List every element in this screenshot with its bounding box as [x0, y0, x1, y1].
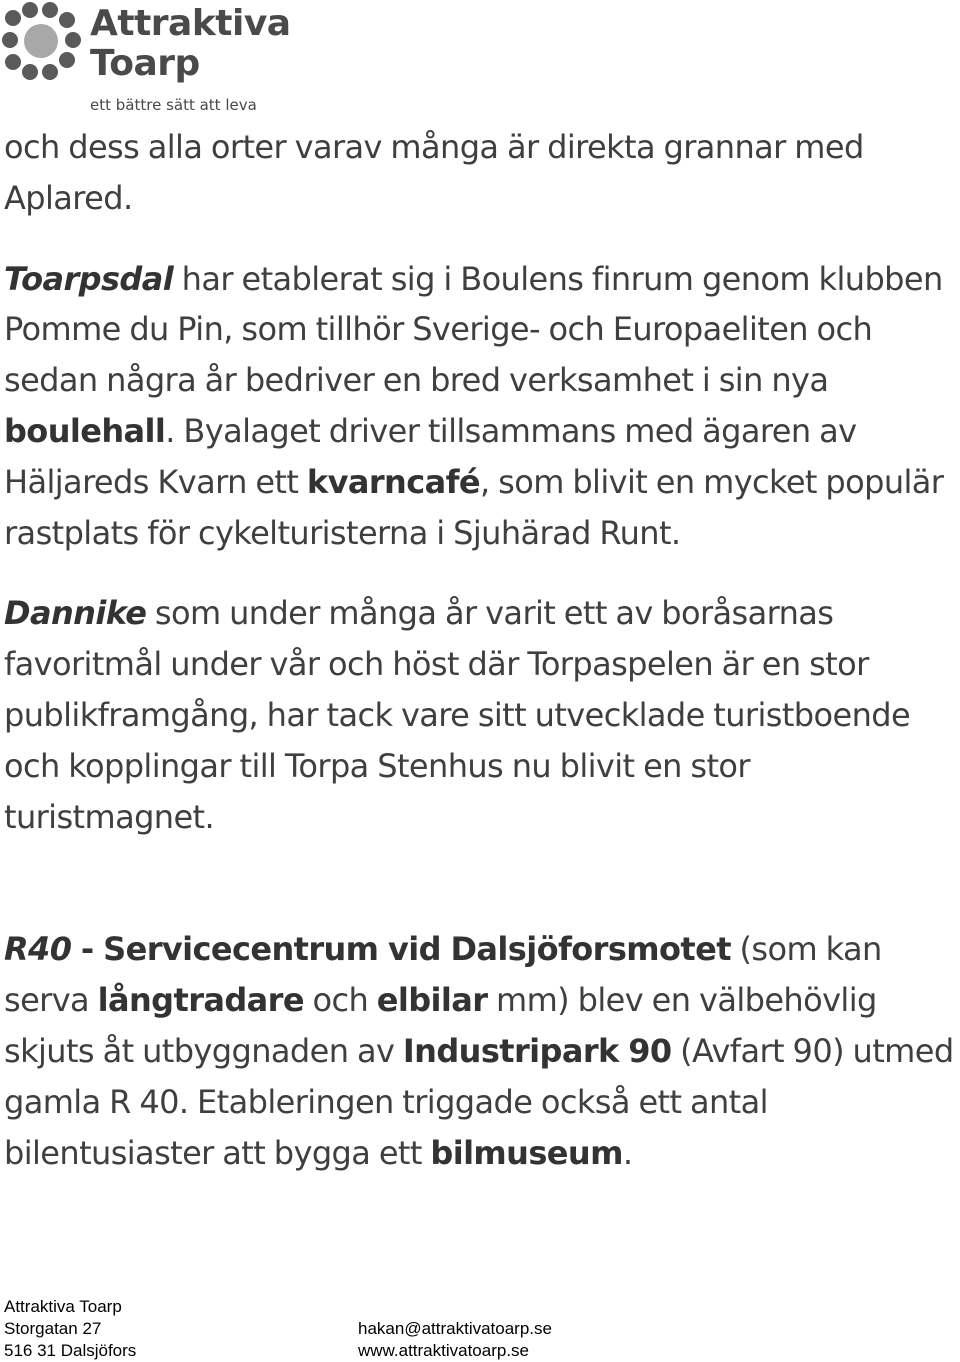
place-name-toarpsdal: Toarpsdal [4, 259, 174, 298]
paragraph-dannike [4, 588, 960, 842]
footer-org: Attraktiva Toarp [4, 1297, 122, 1316]
highlight-elbilar: elbilar [376, 981, 488, 1020]
footer-email[interactable]: hakan@attraktivatoarp.se [358, 1319, 552, 1338]
paragraph-text: , som blivit en mycket populär rastplats för cykelturisterna i Sjuhärad Runt. [4, 462, 944, 552]
highlight-langtradare: långtradare [97, 981, 304, 1020]
paragraph-aplared [4, 122, 960, 224]
paragraph-text: har etablerat sig i Boulens finrum genom klubben Pomme du Pin, som tillhör Sverige- och Europaeliten och sedan några år bedriver en bred verksamhet i sin nya [4, 259, 943, 400]
paragraph-text: . Byalaget driver tillsammans med ägaren av Häljareds Kvarn ett [4, 411, 857, 501]
paragraph-text: och [303, 981, 377, 1020]
footer-address [4, 1296, 136, 1362]
highlight-kvarncafe: kvarncafé [306, 462, 480, 501]
paragraph-text: (Avfart 90) utmed gamla R 40. Etableringen triggade också ett antal bilentusiaster att bygga ett [4, 1031, 954, 1172]
logo-title-line2: Toarp [90, 43, 200, 84]
highlight-industripark: Industripark 90 [402, 1031, 672, 1070]
place-name-dannike: Dannike [4, 594, 147, 633]
highlight-boulehall: boulehall [4, 411, 166, 450]
footer-city: 516 31 Dalsjöfors [4, 1341, 137, 1360]
paragraph-aplared-text: och dess alla orter varav många är direkta grannar med Aplared. [4, 128, 864, 217]
heading-servicecentrum: - Servicecentrum vid Dalsjöforsmotet [71, 930, 731, 969]
paragraph-text: . [622, 1133, 633, 1172]
logo-title-line1: Attraktiva [90, 3, 291, 44]
footer-website[interactable]: www.attraktivatoarp.se [358, 1341, 530, 1360]
paragraph-toarpsdal [4, 254, 960, 559]
logo [0, 0, 290, 122]
place-name-r40: R40 [4, 930, 72, 969]
logo-tagline: ett bättre sätt att leva [90, 96, 257, 114]
paragraph-text: som under många år varit ett av boråsarnas favoritmål under vår och höst där Torpaspelen är en stor publikframgång, har tack vare sitt utvecklade turistboende och kopplingar till Torpa Stenhus nu blivit en stor turistmagnet. [4, 594, 911, 836]
paragraph-r40 [4, 924, 960, 1178]
paragraph-text: mm) blev en välbehövlig skjuts åt utbyggnaden av [4, 981, 877, 1070]
paragraph-text: (som kan serva [4, 930, 882, 1020]
footer-street: Storgatan 27 [4, 1319, 102, 1338]
logo-mark-icon [0, 0, 90, 96]
document-body [4, 122, 960, 1178]
footer-contact [358, 1318, 552, 1362]
highlight-bilmuseum: bilmuseum [430, 1133, 623, 1172]
